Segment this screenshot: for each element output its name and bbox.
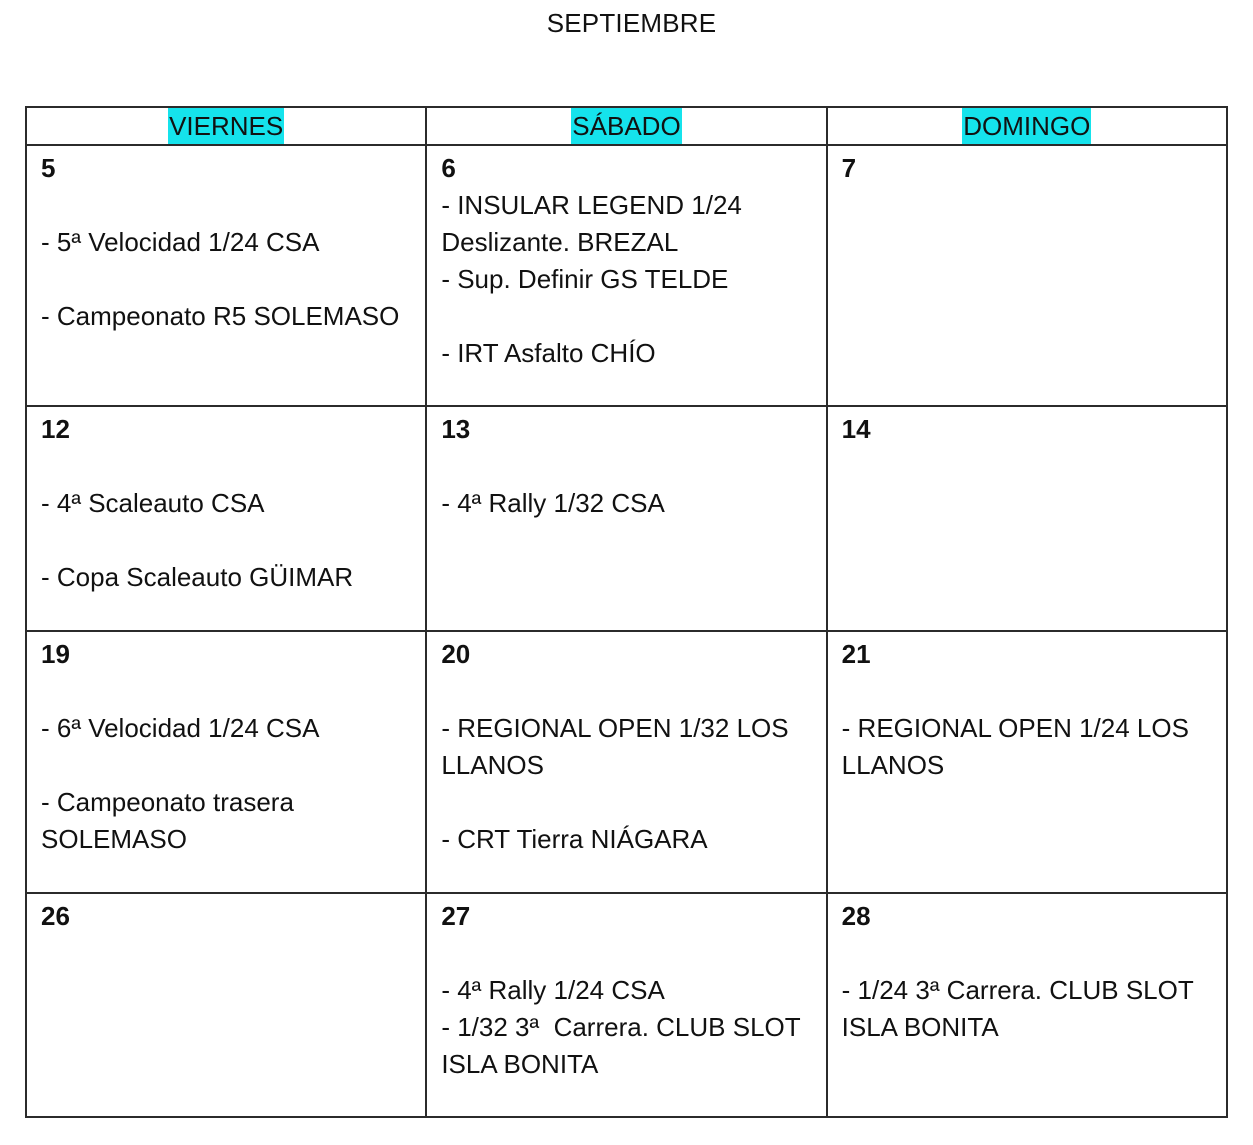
- header-cell-sunday: [827, 107, 1227, 145]
- day-number: 27: [441, 901, 471, 931]
- calendar-table: [25, 106, 1228, 1118]
- day-cell: [827, 145, 1227, 406]
- event-item: - Campeonato R5 SOLEMASO: [41, 301, 400, 331]
- event-item: - 4ª Rally 1/32 CSA: [441, 488, 665, 518]
- page-title: SEPTIEMBRE: [546, 8, 717, 38]
- week-row: [26, 145, 1227, 406]
- event-item: - 6ª Velocidad 1/24 CSA: [41, 713, 320, 743]
- header-label-sunday: DOMINGO: [962, 108, 1091, 144]
- event-item: LLANOS: [441, 750, 544, 780]
- week-row: [26, 406, 1227, 631]
- day-number: 26: [41, 901, 70, 931]
- event-item: - IRT Asfalto CHÍO: [441, 338, 656, 368]
- event-item: - REGIONAL OPEN 1/24 LOS: [841, 713, 1189, 743]
- day-number: 21: [841, 639, 871, 669]
- day-cell: [26, 145, 426, 406]
- day-number: 5: [41, 153, 56, 183]
- day-number: 6: [441, 153, 456, 183]
- event-item: - 1/32 3ª Carrera. CLUB SLOT: [441, 1012, 801, 1042]
- event-item: - CRT Tierra NIÁGARA: [441, 824, 708, 854]
- event-item: - 4ª Scaleauto CSA: [41, 488, 265, 518]
- header-label-saturday: SÁBADO: [571, 108, 681, 144]
- day-cell: [827, 631, 1227, 893]
- day-cell: [827, 406, 1227, 631]
- header-cell-saturday: [426, 107, 826, 145]
- event-item: ISLA BONITA: [841, 1012, 999, 1042]
- header-row: [26, 107, 1227, 145]
- day-number: 20: [441, 639, 471, 669]
- event-item: - 5ª Velocidad 1/24 CSA: [41, 227, 320, 257]
- day-number: 14: [841, 414, 871, 444]
- day-cell: [426, 406, 826, 631]
- header-cell-friday: [26, 107, 426, 145]
- day-cell: [426, 893, 826, 1117]
- day-cell: [26, 893, 426, 1117]
- day-cell: [26, 406, 426, 631]
- event-item: - INSULAR LEGEND 1/24: [441, 190, 742, 220]
- event-item: - Copa Scaleauto GÜIMAR: [41, 562, 354, 592]
- week-row: [26, 893, 1227, 1117]
- day-number: 28: [841, 901, 871, 931]
- day-cell: [426, 631, 826, 893]
- event-item: - 1/24 3ª Carrera. CLUB SLOT: [841, 975, 1194, 1005]
- event-item: SOLEMASO: [41, 824, 187, 854]
- day-cell: [26, 631, 426, 893]
- header-label-friday: VIERNES: [168, 108, 284, 144]
- event-item: LLANOS: [841, 750, 945, 780]
- day-cell: [426, 145, 826, 406]
- event-item: - REGIONAL OPEN 1/32 LOS: [441, 713, 789, 743]
- day-number: 7: [841, 153, 857, 183]
- event-item: - Sup. Definir GS TELDE: [441, 264, 729, 294]
- event-item: - 4ª Rally 1/24 CSA: [441, 975, 665, 1005]
- day-number: 19: [41, 639, 70, 669]
- day-number: 13: [441, 414, 471, 444]
- day-cell: [827, 893, 1227, 1117]
- event-item: ISLA BONITA: [441, 1049, 599, 1079]
- event-item: - Campeonato trasera: [41, 787, 294, 817]
- week-row: [26, 631, 1227, 893]
- event-item: Deslizante. BREZAL: [441, 227, 679, 257]
- day-number: 12: [41, 414, 70, 444]
